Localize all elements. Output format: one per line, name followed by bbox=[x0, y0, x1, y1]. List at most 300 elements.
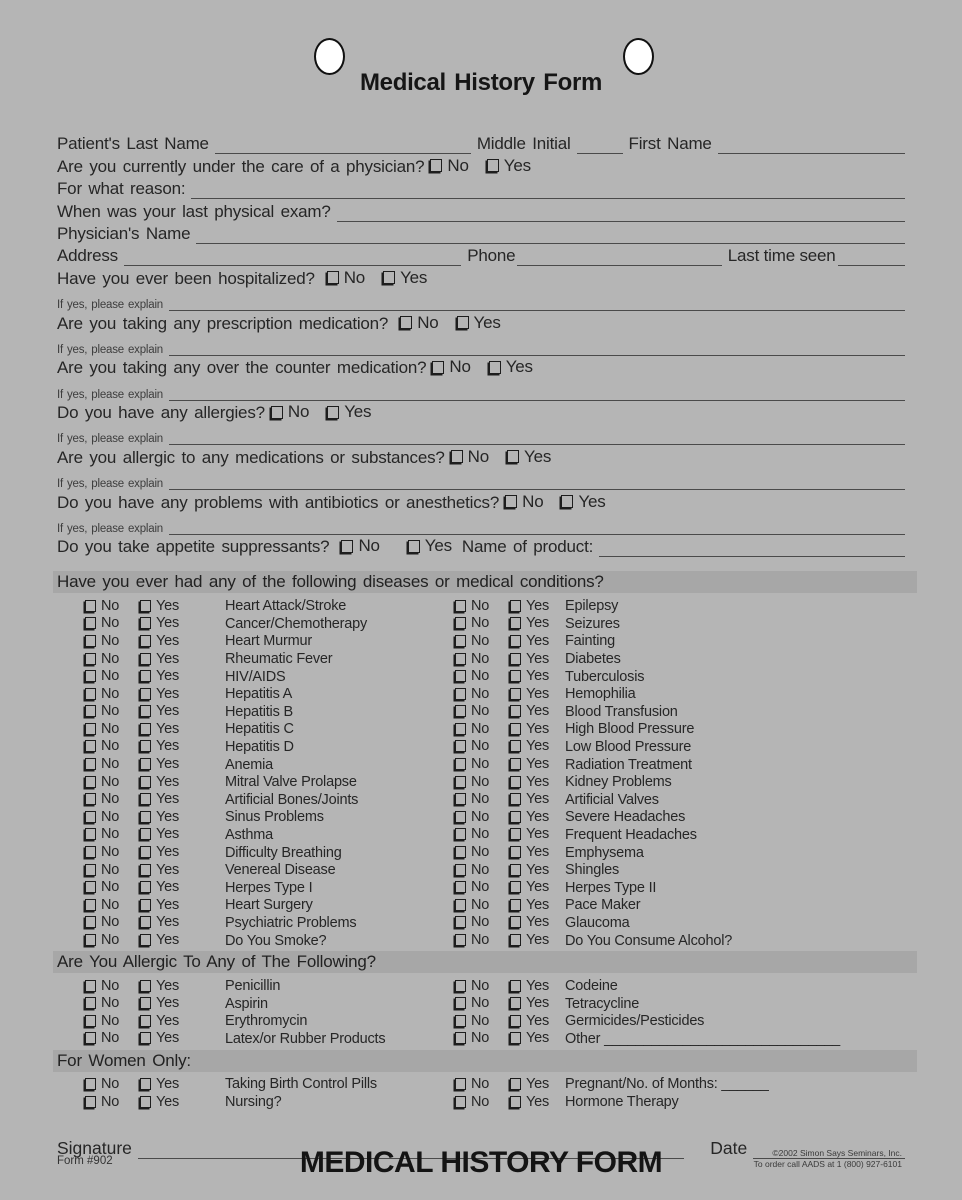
no-checkbox[interactable] bbox=[455, 1015, 466, 1027]
allergic-meds-question bbox=[57, 445, 905, 467]
yes-checkbox[interactable] bbox=[140, 740, 151, 752]
explain-line bbox=[57, 378, 905, 400]
last-exam-line bbox=[57, 199, 905, 221]
condition-row bbox=[57, 861, 905, 879]
condition-label: Psychiatric Problems bbox=[225, 914, 357, 931]
condition-label: Tuberculosis bbox=[565, 668, 645, 685]
yes-label: Yes bbox=[526, 632, 550, 649]
women-checklist bbox=[57, 1076, 905, 1111]
first-name-field[interactable] bbox=[718, 139, 905, 154]
yes-label: Yes bbox=[156, 896, 180, 913]
no-label: No bbox=[101, 1093, 120, 1110]
no-checkbox[interactable] bbox=[85, 723, 96, 735]
condition-row bbox=[57, 721, 905, 739]
yes-checkbox[interactable] bbox=[140, 1015, 151, 1027]
yes-label: Yes bbox=[526, 861, 550, 878]
condition-label: Venereal Disease bbox=[225, 862, 336, 879]
yes-checkbox[interactable] bbox=[140, 1078, 151, 1090]
no-label: No bbox=[417, 312, 439, 332]
no-label: No bbox=[471, 756, 490, 773]
hospitalized-yes-checkbox[interactable] bbox=[383, 271, 395, 284]
no-label: No bbox=[101, 668, 120, 685]
yes-checkbox[interactable] bbox=[140, 934, 151, 946]
no-checkbox[interactable] bbox=[455, 793, 466, 805]
condition-row bbox=[57, 809, 905, 827]
allergen-label: Germicides/Pesticides bbox=[565, 1013, 705, 1030]
yes-label: Yes bbox=[156, 703, 180, 720]
no-label: No bbox=[471, 1093, 490, 1110]
no-checkbox[interactable] bbox=[455, 740, 466, 752]
allergic-meds-no-checkbox[interactable] bbox=[451, 450, 463, 463]
yes-checkbox[interactable] bbox=[140, 793, 151, 805]
no-label: No bbox=[471, 1075, 490, 1092]
allergies-no-checkbox[interactable] bbox=[271, 406, 283, 419]
condition-label: Seizures bbox=[565, 615, 620, 632]
no-checkbox[interactable] bbox=[85, 670, 96, 682]
no-label: No bbox=[471, 773, 490, 790]
allergen-label: Tetracycline bbox=[565, 995, 640, 1012]
yes-checkbox[interactable] bbox=[510, 1032, 521, 1044]
no-checkbox[interactable] bbox=[455, 1096, 466, 1108]
no-checkbox[interactable] bbox=[455, 1078, 466, 1090]
yes-label: Yes bbox=[156, 773, 180, 790]
yes-label: Yes bbox=[526, 685, 550, 702]
yes-checkbox[interactable] bbox=[140, 899, 151, 911]
no-label: No bbox=[471, 861, 490, 878]
condition-row bbox=[57, 879, 905, 897]
yes-label: Yes bbox=[424, 536, 452, 556]
yes-checkbox[interactable] bbox=[510, 600, 521, 612]
no-label: No bbox=[471, 808, 490, 825]
explain-line bbox=[57, 289, 905, 311]
no-label: No bbox=[101, 1030, 120, 1047]
no-checkbox[interactable] bbox=[455, 864, 466, 876]
allergic-meds-yes-checkbox[interactable] bbox=[507, 450, 519, 463]
yes-label: Yes bbox=[156, 597, 180, 614]
copyright-notice bbox=[754, 1148, 902, 1171]
yes-label: Yes bbox=[503, 155, 531, 175]
yes-checkbox[interactable] bbox=[510, 980, 521, 992]
yes-checkbox[interactable] bbox=[510, 1096, 521, 1108]
no-label: No bbox=[101, 977, 120, 994]
no-label: No bbox=[471, 1012, 490, 1029]
condition-label: HIV/AIDS bbox=[225, 668, 286, 685]
explain-line bbox=[57, 423, 905, 445]
condition-label: Hepatitis A bbox=[225, 686, 293, 703]
no-checkbox[interactable] bbox=[85, 776, 96, 788]
yes-label: Yes bbox=[526, 896, 550, 913]
if-yes-explain-label: If yes, please explain bbox=[57, 433, 163, 446]
no-checkbox[interactable] bbox=[85, 688, 96, 700]
middle-initial-field[interactable] bbox=[577, 139, 623, 154]
no-checkbox[interactable] bbox=[85, 653, 96, 665]
yes-checkbox[interactable] bbox=[140, 670, 151, 682]
yes-label: Yes bbox=[526, 597, 550, 614]
no-checkbox[interactable] bbox=[85, 617, 96, 629]
yes-checkbox[interactable] bbox=[510, 740, 521, 752]
explain-line bbox=[57, 513, 905, 535]
yes-checkbox[interactable] bbox=[510, 934, 521, 946]
no-label: No bbox=[101, 879, 120, 896]
yes-checkbox[interactable] bbox=[140, 723, 151, 735]
patient-last-name-field[interactable] bbox=[215, 139, 471, 154]
no-label: No bbox=[101, 1012, 120, 1029]
yes-checkbox[interactable] bbox=[510, 828, 521, 840]
allergens-section-header: Are You Allergic To Any of The Following? bbox=[53, 951, 917, 973]
condition-label: Do You Consume Alcohol? bbox=[565, 932, 733, 949]
yes-label: Yes bbox=[526, 650, 550, 667]
yes-checkbox[interactable] bbox=[140, 811, 151, 823]
no-checkbox[interactable] bbox=[455, 688, 466, 700]
yes-checkbox[interactable] bbox=[140, 705, 151, 717]
allergies-explain-field[interactable] bbox=[169, 430, 905, 445]
yes-label: Yes bbox=[156, 791, 180, 808]
no-label: No bbox=[101, 632, 120, 649]
otc-explain-field[interactable] bbox=[169, 386, 905, 401]
no-label: No bbox=[471, 896, 490, 913]
antibiotics-no-checkbox[interactable] bbox=[505, 495, 517, 508]
no-checkbox[interactable] bbox=[85, 811, 96, 823]
yes-checkbox[interactable] bbox=[140, 635, 151, 647]
hospitalized-explain-field[interactable] bbox=[169, 296, 905, 311]
otc-question bbox=[57, 356, 905, 378]
yes-checkbox[interactable] bbox=[140, 600, 151, 612]
yes-checkbox[interactable] bbox=[510, 705, 521, 717]
yes-label: Yes bbox=[156, 826, 180, 843]
yes-checkbox[interactable] bbox=[140, 776, 151, 788]
no-checkbox[interactable] bbox=[85, 635, 96, 647]
no-checkbox[interactable] bbox=[455, 758, 466, 770]
no-checkbox[interactable] bbox=[455, 600, 466, 612]
yes-label: Yes bbox=[578, 491, 606, 511]
no-checkbox[interactable] bbox=[455, 723, 466, 735]
yes-checkbox[interactable] bbox=[140, 916, 151, 928]
yes-label: Yes bbox=[505, 357, 533, 377]
yes-checkbox[interactable] bbox=[510, 793, 521, 805]
prescription-explain-field[interactable] bbox=[169, 341, 905, 356]
no-label: No bbox=[471, 685, 490, 702]
hospitalized-no-checkbox[interactable] bbox=[327, 271, 339, 284]
condition-label: Hepatitis C bbox=[225, 721, 294, 738]
physician-name-field[interactable] bbox=[196, 229, 905, 244]
no-checkbox[interactable] bbox=[455, 776, 466, 788]
condition-label: Hemophilia bbox=[565, 686, 636, 703]
yes-checkbox[interactable] bbox=[510, 881, 521, 893]
no-checkbox[interactable] bbox=[455, 670, 466, 682]
yes-label: Yes bbox=[156, 1030, 180, 1047]
otc-label: Are you taking any over the counter medication? bbox=[57, 358, 427, 378]
no-label: No bbox=[101, 685, 120, 702]
yes-checkbox[interactable] bbox=[140, 617, 151, 629]
no-checkbox[interactable] bbox=[85, 997, 96, 1009]
yes-label: Yes bbox=[156, 932, 180, 948]
no-label: No bbox=[101, 995, 120, 1012]
condition-label: Rheumatic Fever bbox=[225, 651, 333, 667]
yes-checkbox[interactable] bbox=[140, 864, 151, 876]
yes-label: Yes bbox=[526, 808, 550, 825]
condition-label: Low Blood Pressure bbox=[565, 738, 692, 755]
no-label: No bbox=[471, 703, 490, 720]
condition-row bbox=[57, 703, 905, 721]
physician-name-line bbox=[57, 222, 905, 244]
footer-title: MEDICAL HISTORY FORM bbox=[299, 1146, 663, 1179]
if-yes-explain-label: If yes, please explain bbox=[57, 388, 163, 401]
antibiotics-label: Do you have any problems with antibiotics or anesthetics? bbox=[57, 492, 500, 512]
no-checkbox[interactable] bbox=[85, 899, 96, 911]
yes-label: Yes bbox=[156, 844, 180, 861]
yes-label: Yes bbox=[526, 1012, 550, 1029]
no-checkbox[interactable] bbox=[455, 705, 466, 717]
no-label: No bbox=[467, 446, 489, 466]
no-label: No bbox=[101, 720, 120, 737]
women-item-label: Hormone Therapy bbox=[565, 1094, 679, 1111]
yes-label: Yes bbox=[156, 738, 180, 755]
no-checkbox[interactable] bbox=[85, 740, 96, 752]
no-label: No bbox=[101, 773, 120, 790]
allergen-row bbox=[57, 1012, 905, 1030]
yes-checkbox[interactable] bbox=[140, 846, 151, 858]
yes-label: Yes bbox=[526, 738, 550, 755]
no-checkbox[interactable] bbox=[455, 916, 466, 928]
yes-checkbox[interactable] bbox=[510, 653, 521, 665]
if-yes-explain-label: If yes, please explain bbox=[57, 478, 163, 491]
allergen-row bbox=[57, 977, 905, 995]
yes-label: Yes bbox=[344, 402, 372, 422]
prescription-no-checkbox[interactable] bbox=[400, 316, 412, 329]
yes-label: Yes bbox=[156, 914, 180, 931]
no-label: No bbox=[522, 491, 544, 511]
no-checkbox[interactable] bbox=[455, 828, 466, 840]
yes-label: Yes bbox=[526, 1030, 550, 1047]
allergen-label: Erythromycin bbox=[225, 1013, 308, 1030]
women-row bbox=[57, 1093, 905, 1111]
no-label: No bbox=[101, 861, 120, 878]
yes-label: Yes bbox=[526, 826, 550, 843]
yes-label: Yes bbox=[400, 267, 428, 287]
no-label: No bbox=[101, 1075, 120, 1092]
no-checkbox[interactable] bbox=[455, 617, 466, 629]
condition-label: Heart Murmur bbox=[225, 633, 313, 650]
explain-line bbox=[57, 334, 905, 356]
yes-label: Yes bbox=[156, 632, 180, 649]
condition-row bbox=[57, 844, 905, 862]
condition-label: Artificial Valves bbox=[565, 791, 659, 808]
allergies-label: Do you have any allergies? bbox=[57, 403, 265, 423]
condition-row bbox=[57, 773, 905, 791]
no-label: No bbox=[101, 896, 120, 913]
yes-checkbox[interactable] bbox=[140, 828, 151, 840]
otc-yes-checkbox[interactable] bbox=[489, 361, 501, 374]
no-checkbox[interactable] bbox=[455, 980, 466, 992]
no-checkbox[interactable] bbox=[455, 846, 466, 858]
condition-row bbox=[57, 685, 905, 703]
yes-checkbox[interactable] bbox=[140, 1032, 151, 1044]
no-checkbox[interactable] bbox=[455, 997, 466, 1009]
condition-row bbox=[57, 668, 905, 686]
condition-row bbox=[57, 756, 905, 774]
yes-checkbox[interactable] bbox=[510, 670, 521, 682]
no-checkbox[interactable] bbox=[85, 828, 96, 840]
condition-label: Difficulty Breathing bbox=[225, 844, 342, 861]
condition-row bbox=[57, 897, 905, 915]
condition-label: Severe Headaches bbox=[565, 809, 686, 826]
yes-label: Yes bbox=[156, 861, 180, 878]
no-label: No bbox=[449, 357, 471, 377]
yes-checkbox[interactable] bbox=[510, 1015, 521, 1027]
no-checkbox[interactable] bbox=[85, 705, 96, 717]
antibiotics-yes-checkbox[interactable] bbox=[561, 495, 573, 508]
no-checkbox[interactable] bbox=[85, 1015, 96, 1027]
yes-label: Yes bbox=[473, 312, 501, 332]
yes-checkbox[interactable] bbox=[510, 864, 521, 876]
hospitalized-question bbox=[57, 266, 905, 288]
form-number: Form #902 bbox=[57, 1155, 113, 1167]
yes-checkbox[interactable] bbox=[140, 881, 151, 893]
last-time-seen-label: Last time seen bbox=[727, 246, 836, 266]
no-label: No bbox=[101, 756, 120, 773]
reason-field[interactable] bbox=[191, 184, 905, 199]
prescription-yes-checkbox[interactable] bbox=[457, 316, 469, 329]
allergies-yes-checkbox[interactable] bbox=[327, 406, 339, 419]
no-checkbox[interactable] bbox=[85, 1078, 96, 1090]
no-checkbox[interactable] bbox=[455, 811, 466, 823]
condition-label: Hepatitis B bbox=[225, 703, 293, 720]
no-checkbox[interactable] bbox=[455, 934, 466, 946]
yes-checkbox[interactable] bbox=[510, 916, 521, 928]
condition-label: Emphysema bbox=[565, 844, 644, 861]
physician-care-yes-checkbox[interactable] bbox=[487, 159, 499, 172]
no-label: No bbox=[471, 632, 490, 649]
condition-label: Herpes Type I bbox=[225, 879, 313, 896]
yes-checkbox[interactable] bbox=[140, 653, 151, 665]
yes-label: Yes bbox=[156, 1012, 180, 1029]
yes-label: Yes bbox=[156, 977, 180, 994]
physician-care-question bbox=[57, 154, 905, 176]
no-label: No bbox=[101, 650, 120, 667]
condition-row bbox=[57, 633, 905, 651]
appetite-no-checkbox[interactable] bbox=[341, 540, 353, 553]
if-yes-explain-label: If yes, please explain bbox=[57, 523, 163, 536]
diseases-section-header: Have you ever had any of the following diseases or medical conditions? bbox=[53, 571, 917, 593]
no-checkbox[interactable] bbox=[85, 881, 96, 893]
reason-line bbox=[57, 177, 905, 199]
yes-label: Yes bbox=[156, 1075, 180, 1092]
appetite-label: Do you take appetite suppressants? bbox=[57, 537, 330, 557]
yes-label: Yes bbox=[156, 685, 180, 702]
yes-label: Yes bbox=[526, 1093, 550, 1110]
no-checkbox[interactable] bbox=[455, 635, 466, 647]
yes-checkbox[interactable] bbox=[140, 688, 151, 700]
no-checkbox[interactable] bbox=[455, 1032, 466, 1044]
otc-no-checkbox[interactable] bbox=[432, 361, 444, 374]
yes-checkbox[interactable] bbox=[510, 846, 521, 858]
yes-label: Yes bbox=[524, 446, 552, 466]
physician-care-no-checkbox[interactable] bbox=[430, 159, 442, 172]
no-label: No bbox=[101, 932, 120, 948]
yes-checkbox[interactable] bbox=[140, 758, 151, 770]
yes-label: Yes bbox=[526, 668, 550, 685]
no-checkbox[interactable] bbox=[85, 758, 96, 770]
no-checkbox[interactable] bbox=[85, 980, 96, 992]
no-checkbox[interactable] bbox=[455, 653, 466, 665]
no-label: No bbox=[447, 155, 469, 175]
no-checkbox[interactable] bbox=[85, 600, 96, 612]
appetite-yes-checkbox[interactable] bbox=[408, 540, 420, 553]
first-name-label: First Name bbox=[628, 134, 712, 154]
allergen-label: Other ______________________________ bbox=[565, 1030, 841, 1047]
condition-row bbox=[57, 914, 905, 932]
address-label: Address bbox=[57, 246, 118, 266]
yes-checkbox[interactable] bbox=[140, 1096, 151, 1108]
allergic-meds-explain-field[interactable] bbox=[169, 475, 905, 490]
no-checkbox[interactable] bbox=[85, 934, 96, 946]
yes-checkbox[interactable] bbox=[510, 811, 521, 823]
no-checkbox[interactable] bbox=[455, 899, 466, 911]
no-checkbox[interactable] bbox=[85, 864, 96, 876]
last-exam-field[interactable] bbox=[337, 207, 905, 222]
yes-checkbox[interactable] bbox=[140, 997, 151, 1009]
yes-checkbox[interactable] bbox=[510, 776, 521, 788]
yes-label: Yes bbox=[526, 932, 550, 948]
yes-checkbox[interactable] bbox=[510, 758, 521, 770]
antibiotics-explain-field[interactable] bbox=[169, 520, 905, 535]
yes-checkbox[interactable] bbox=[510, 635, 521, 647]
allergens-checklist bbox=[57, 977, 905, 1047]
no-checkbox[interactable] bbox=[85, 846, 96, 858]
address-field[interactable] bbox=[124, 251, 461, 266]
condition-label: Cancer/Chemotherapy bbox=[225, 615, 368, 632]
yes-label: Yes bbox=[156, 615, 180, 632]
yes-checkbox[interactable] bbox=[510, 688, 521, 700]
appetite-question bbox=[57, 535, 905, 557]
yes-label: Yes bbox=[156, 720, 180, 737]
phone-field[interactable] bbox=[517, 251, 721, 266]
condition-label: Kidney Problems bbox=[565, 774, 672, 791]
yes-checkbox[interactable] bbox=[510, 997, 521, 1009]
yes-checkbox[interactable] bbox=[140, 980, 151, 992]
yes-label: Yes bbox=[526, 720, 550, 737]
no-checkbox[interactable] bbox=[85, 793, 96, 805]
product-name-field[interactable] bbox=[599, 542, 905, 557]
yes-checkbox[interactable] bbox=[510, 899, 521, 911]
no-checkbox[interactable] bbox=[85, 916, 96, 928]
allergen-label: Aspirin bbox=[225, 995, 268, 1012]
condition-label: Asthma bbox=[225, 826, 273, 843]
last-time-seen-field[interactable] bbox=[838, 251, 905, 266]
condition-label: Heart Attack/Stroke bbox=[225, 598, 347, 615]
no-label: No bbox=[471, 995, 490, 1012]
no-checkbox[interactable] bbox=[85, 1032, 96, 1044]
no-label: No bbox=[471, 738, 490, 755]
no-label: No bbox=[471, 1030, 490, 1047]
physician-care-label: Are you currently under the care of a physician? bbox=[57, 156, 425, 176]
condition-label: Sinus Problems bbox=[225, 809, 324, 826]
no-label: No bbox=[471, 720, 490, 737]
condition-label: Heart Surgery bbox=[225, 897, 313, 914]
prescription-label: Are you taking any prescription medication? bbox=[57, 313, 389, 333]
women-item-label: Pregnant/No. of Months: ______ bbox=[565, 1076, 769, 1093]
yes-checkbox[interactable] bbox=[510, 617, 521, 629]
condition-label: Frequent Headaches bbox=[565, 826, 697, 843]
condition-label: Pace Maker bbox=[565, 897, 641, 914]
yes-checkbox[interactable] bbox=[510, 1078, 521, 1090]
no-checkbox[interactable] bbox=[85, 1096, 96, 1108]
hospitalized-label: Have you ever been hospitalized? bbox=[57, 268, 315, 288]
no-label: No bbox=[101, 597, 120, 614]
condition-label: Anemia bbox=[225, 756, 273, 773]
no-checkbox[interactable] bbox=[455, 881, 466, 893]
yes-checkbox[interactable] bbox=[510, 723, 521, 735]
